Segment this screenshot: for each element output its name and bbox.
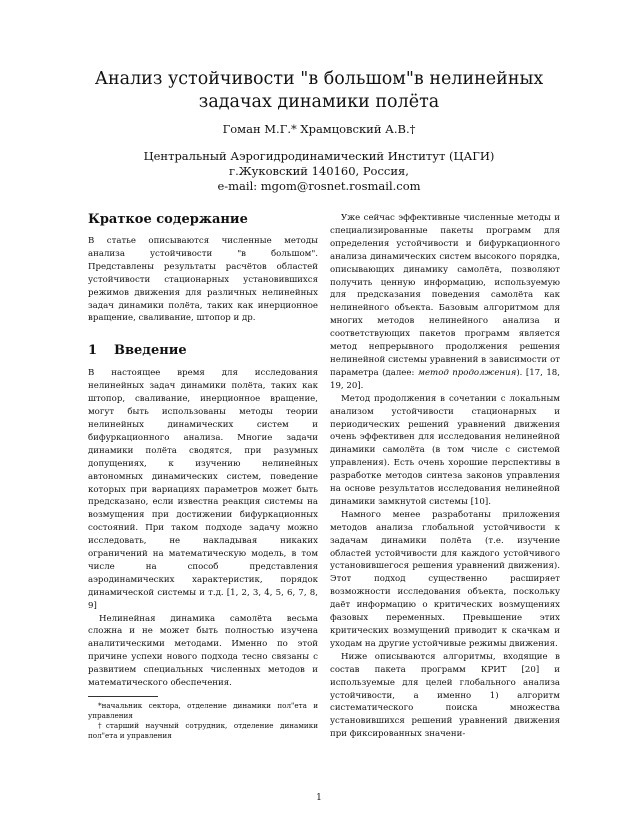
intro-paragraph-1: В настоящее время для исследования нелинейных задач динамики полёта, таких как штопор, сваливание, инерционное вращение, могут быть использованы методы теории нелинейных динамических систем и бифуркационного анализа. Многие задачи динамики полёта сводятся, при разумных допущениях, к изучению нелинейных автономных динамических систем, поведение которых при вариациях параметров может быть предсказано, если известна реакция системы на возмущения при достижении бифуркационных состояний. При таком подходе задачу можно исследовать, не накладывая никаких ограничений на математическую модель, в том числе на способ представления аэродинамических характеристик, порядок динамической системы и т.д. [1, 2, 3, 4, 5, 6, 7, 8, 9] — [88, 368, 318, 611]
footnote-2: †старший научный сотрудник, отделение динамики пол"ета и управления — [88, 721, 318, 740]
affiliation-email: e-mail: mgom@rosnet.rosmail.com — [217, 179, 421, 193]
footnotes — [88, 696, 318, 741]
left-column — [88, 212, 318, 741]
right-paragraph-1-text: Уже сейчас эффективные численные методы и специализированные пакеты программ для определения устойчивости и бифуркационного анализа динамических систем высокого порядка, описывающих динамику самолёта, позволяют получить ценную информацию, используемую для предсказания поведения самолёта как нелинейного объекта. Базовым алгоритмом для многих методов нелинейного анализа и соответствующих пакетов программ является метод непрерывного продолжения решения нелинейной системы уравнений в зависимости от параметра (далее: — [330, 213, 560, 378]
right-paragraph-4: Ниже описываются алгоритмы, входящие в состав пакета программ КРИТ [20] и используемые для целей глобального анализа устойчивости, а именно 1) алгоритм систематического поиска множества установившихся решений уравнений движения при фиксированных значени- — [330, 651, 560, 740]
section-number: 1 — [88, 343, 98, 359]
affiliation-institute: Центральный Аэрогидродинамический Институт (ЦАГИ) — [143, 149, 495, 163]
section-title: Введение — [114, 343, 187, 359]
abstract-heading: Краткое содержание — [88, 212, 248, 227]
right-column — [330, 212, 560, 741]
section-heading — [88, 343, 318, 359]
abstract-text: В статье описываются численные методы анализа устойчивости "в большом". Представлены результаты расчётов областей устойчивости стационарных установившихся режимов движения для различных нелинейных задач динамики полёта, таких как инерционное вращение, сваливание, штопор и др. — [88, 236, 318, 324]
right-paragraph-3: Намного менее разработаны приложения методов анализа глобальной устойчивости к задачам динамики полёта (т.е. изучение областей устойчивости для каждого устойчивого установившегося решения уравнений движения). Этот подход существенно расширяет возможности исследования объекта, поскольку даёт информацию о критических возмущениях фазовых переменных. Превышение этих критических возмущений приводит к скачкам и уходам на другие устойчивые режимы движения. — [330, 509, 560, 649]
continuation-method-term: метод продолжения — [417, 367, 517, 378]
author-line: Гоман М.Г.* Храмцовский А.В.† — [222, 122, 416, 136]
affiliation-block — [0, 149, 638, 194]
right-paragraph-2: Метод продолжения в сочетании с локальным анализом устойчивости стационарных и периодических решений уравнений движения очень эффективен для исследования нелинейной динамики самолёта (в том числе с системой управления). Есть очень хорошие перспективы в разработке методов синтеза законов управления на основе результатов исследования нелинейной динамики замкнутой системы [10]. — [330, 393, 560, 507]
footnote-1: *начальник сектора, отделение динамики пол"ета и управления — [88, 701, 318, 720]
affiliation-city: г.Жуковский 140160, Россия, — [229, 164, 409, 178]
intro-paragraph-2: Нелинейная динамика самолёта весьма сложна и не может быть полностью изучена аналитическими методами. Именно по этой причине успехи нового подхода тесно связаны с развитием специальных численных методов и математического обеспечения. — [88, 613, 318, 689]
right-paragraph-1 — [330, 212, 560, 393]
paper-title: Анализ устойчивости "в большом"в нелинейных задачах динамики полёта — [94, 69, 544, 112]
right-paragraph-1-refs: ). [17, 18, 19, 20]. — [330, 367, 560, 391]
footnote-rule — [88, 696, 158, 697]
page-number: 1 — [316, 793, 322, 803]
